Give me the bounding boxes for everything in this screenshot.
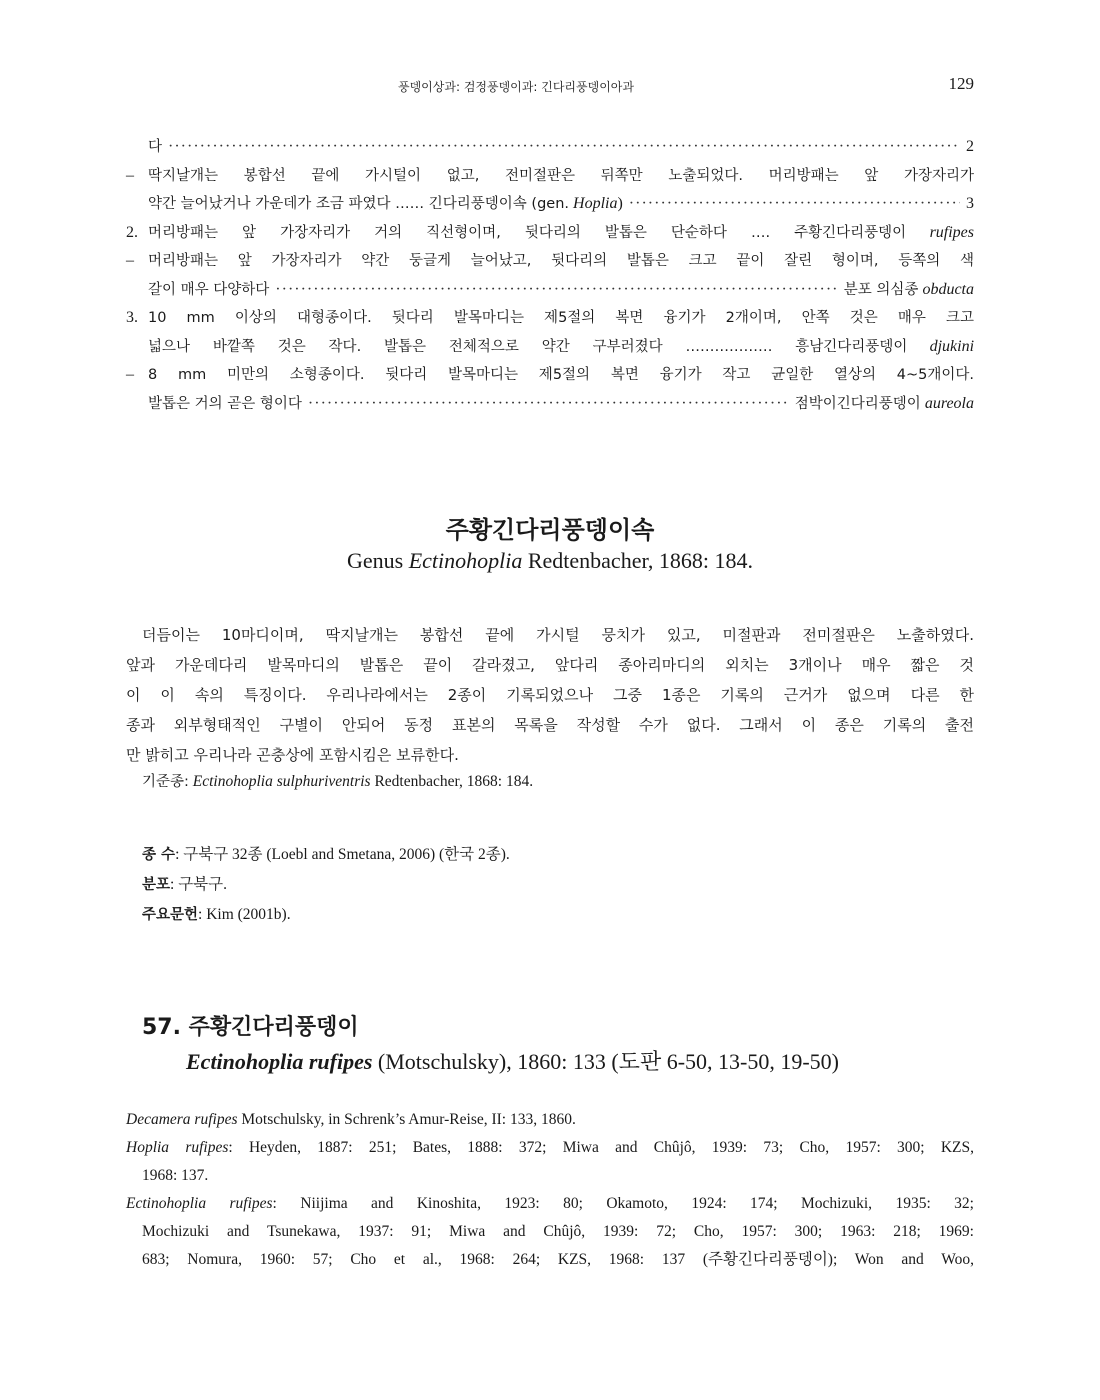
identification-key <box>126 133 974 418</box>
synonym-entry <box>126 1190 974 1218</box>
key-text: 발톱은 거의 곧은 형이다 <box>148 395 302 412</box>
species-epithet: rufipes <box>929 223 975 241</box>
synonym-name: Ectinohoplia rufipes <box>126 1195 273 1212</box>
key-text: 10 mm 이상의 대형종이다. 뒷다리 발목마디는 제5절의 복면 융기가 2개이며, 안쪽 것은 매우 크고 <box>148 310 974 326</box>
key-text: 8 mm 미만의 소형종이다. 뒷다리 발목마디는 제5절의 복면 융기가 작고 균일한 열상의 4~5개이다. <box>148 367 974 383</box>
synonym-text: Motschulsky, in Schrenk’s Amur-Reise, II: 133, 1860. <box>241 1111 576 1128</box>
synonym-text: : Heyden, 1887: 251; Bates, 1888: 372; Miwa and Chûjô, 1939: 73; Cho, 1957: 300; KZS, <box>228 1139 974 1156</box>
description-line: 만 밝히고 우리나라 곤충상에 포함시킴은 보류한다. <box>126 746 459 764</box>
synonym-entry <box>126 1134 974 1162</box>
synonym-continuation: Mochizuki and Tsunekawa, 1937: 91; Miwa and Chûjô, 1939: 72; Cho, 1957: 300; 1963: 218; 1969: <box>142 1223 974 1240</box>
meta-label: 주요문헌 <box>142 907 199 923</box>
species-epithet: aureola <box>924 394 974 412</box>
species-epithet: djukini <box>929 337 975 355</box>
key-text: 딱지날개는 봉합선 끝에 가시털이 없고, 전미절판은 뒤쪽만 노출되었다. 머리방패는 앞 가장자리가 <box>148 167 974 184</box>
key-result-korean: 분포 의심종 <box>843 281 919 298</box>
synonym-continuation: 683; Nomura, 1960: 57; Cho et al., 1968: 264; KZS, 1968: 137 (주황긴다리풍뎅이); Won and Woo, <box>142 1251 974 1268</box>
key-marker: – <box>126 366 134 383</box>
description-line: 앞과 가운데다리 발목마디의 발톱은 끝이 갈라졌고, 앞다리 종아리마디의 외치는 3개이나 매우 짧은 것 <box>126 656 974 674</box>
description-line: 종과 외부형태적인 구별이 안되어 동정 표본의 목록을 작성할 수가 없다. 그래서 이 종은 기록의 출전 <box>126 716 974 734</box>
key-result-korean: 점박이긴다리풍뎅이 <box>794 395 921 412</box>
key-result <box>795 390 974 419</box>
description-line: 더듬이는 10마디이며, 딱지날개는 봉합선 끝에 가시털 뭉치가 있고, 미절판과 전미절판은 노출하였다. <box>142 626 974 644</box>
species-epithet: obducta <box>922 280 974 298</box>
species-scientific-line <box>142 1045 974 1076</box>
key-marker: 3. <box>126 309 138 326</box>
key-line <box>126 190 974 219</box>
key-text: 머리방패는 앞 가장자리가 거의 직선형이며, 뒷다리의 발톱은 단순하다 …. 주황긴다리풍뎅이 <box>148 224 907 241</box>
key-paren: ) <box>617 195 623 212</box>
synonym-name: Decamera rufipes <box>126 1111 238 1128</box>
genus-title: 주황긴다리풍뎅이속 <box>445 516 655 544</box>
key-line <box>126 162 974 191</box>
key-text: 다 <box>148 139 163 155</box>
key-line <box>126 333 974 362</box>
key-line <box>126 247 974 276</box>
meta-label: 분포 <box>142 877 171 893</box>
key-marker: – <box>126 252 134 269</box>
key-text: 약간 늘어났거나 가운데가 조금 파였다 …… 긴다리풍뎅이속 (gen. <box>148 196 570 212</box>
key-line <box>126 304 974 333</box>
leader-dots <box>629 190 960 219</box>
key-target: 3 <box>966 195 974 212</box>
type-species-label: 기준종: <box>142 774 189 790</box>
meta-label: 종 수 <box>142 847 176 863</box>
synonym-continuation: 1968: 137. <box>142 1167 209 1184</box>
key-result <box>844 276 974 305</box>
description-line: 이 이 속의 특징이다. 우리나라에서는 2종이 기록되었으나 그중 1종은 기록의 근거가 없으며 다른 한 <box>126 686 974 704</box>
leader-dots <box>168 133 960 162</box>
key-line <box>126 361 974 390</box>
key-line <box>126 133 974 162</box>
meta-value: : 구북구. <box>170 876 227 893</box>
key-text: 갈이 매우 다양하다 <box>148 281 270 298</box>
running-title: 풍뎅이상과: 검정풍뎅이과: 긴다리풍뎅이아과 <box>398 80 634 94</box>
genus-author: Redtenbacher, 1868: 184. <box>527 548 754 573</box>
key-marker: 2. <box>126 223 138 241</box>
key-marker: – <box>126 166 134 184</box>
meta-value: : Kim (2001b). <box>198 906 291 923</box>
running-header <box>126 76 974 96</box>
species-scientific-name: Ectinohoplia rufipes <box>186 1049 373 1074</box>
type-species <box>142 770 533 791</box>
leader-dots <box>275 276 838 305</box>
leader-dots <box>308 390 789 419</box>
type-species-author: Redtenbacher, 1868: 184. <box>374 773 534 790</box>
key-line <box>126 276 974 305</box>
genus-description <box>126 620 974 770</box>
genus-name: Hoplia <box>573 195 618 212</box>
genus-prefix: Genus <box>346 548 404 573</box>
synonym-text: : Niijima and Kinoshita, 1923: 80; Okamoto, 1924: 174; Mochizuki, 1935: 32; <box>272 1195 974 1212</box>
species-number-title: 57. 주황긴다리풍뎅이 <box>142 1015 359 1040</box>
key-target: 2 <box>966 138 974 155</box>
key-line <box>126 219 974 248</box>
species-count <box>142 840 510 870</box>
genus-name: Ectinohoplia <box>408 548 523 573</box>
distribution <box>142 870 510 900</box>
type-species-name: Ectinohoplia sulphuriventris <box>192 773 371 790</box>
synonym-entry <box>126 1106 974 1134</box>
synonymy <box>126 1106 974 1274</box>
key-text: 넓으나 바깥쪽 것은 작다. 발톱은 전체적으로 약간 구부러졌다 ……………… 흥남긴다리풍뎅이 <box>148 338 908 355</box>
key-line <box>126 390 974 419</box>
key-text: 머리방패는 앞 가장자리가 약간 둥글게 늘어났고, 뒷다리의 발톱은 크고 끝이 잘린 형이며, 등쪽의 색 <box>148 253 974 269</box>
page-number: 129 <box>948 74 974 93</box>
species-heading <box>142 1010 974 1076</box>
species-author-plates: (Motschulsky), 1860: 133 (도판 6-50, 13-50, 19-50) <box>377 1049 839 1074</box>
page <box>126 0 974 1400</box>
meta-value: : 구북구 32종 (Loebl and Smetana, 2006) (한국 2종). <box>175 846 510 863</box>
key-text-group <box>148 190 623 219</box>
synonym-name: Hoplia rufipes <box>126 1139 229 1156</box>
genus-subtitle <box>126 548 974 574</box>
genus-meta <box>142 840 510 930</box>
main-literature <box>142 900 510 930</box>
